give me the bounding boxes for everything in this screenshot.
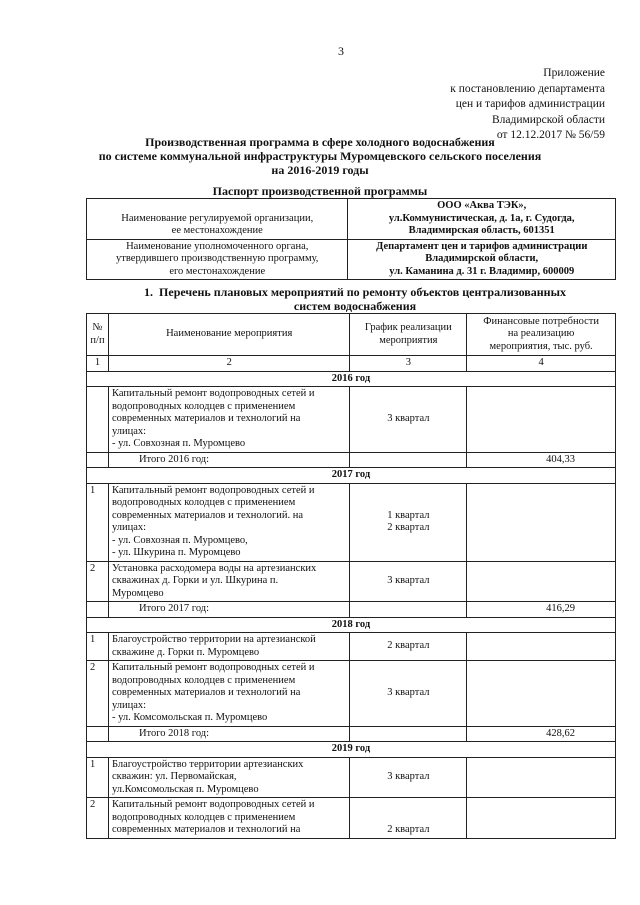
row-schedule: 2 квартал [350, 633, 467, 661]
year-title: 2017 год [87, 468, 616, 484]
row-finance [467, 798, 616, 839]
passport-row [87, 239, 616, 280]
total-value: 416,29 [467, 602, 616, 618]
table-row [87, 798, 616, 839]
header-schedule: График реализации мероприятия [350, 314, 467, 356]
section-heading [120, 285, 590, 313]
appendix-line: от 12.12.2017 № 56/59 [496, 129, 605, 141]
passport-row [87, 199, 616, 240]
row-schedule: 3 квартал [350, 661, 467, 727]
row-name: Капитальный ремонт водопроводных сетей и водопроводных колодцев с применением современных материалов и технологий на улицах: - ул. Совхозная п. Муромцево [108, 387, 349, 453]
total-value: 428,62 [467, 726, 616, 742]
appendix-line: цен и тарифов администрации [455, 98, 605, 110]
year-row [87, 468, 616, 484]
measures-table [86, 313, 616, 839]
table-row [87, 633, 616, 661]
passport-value: ООО «Аква ТЭК», ул.Коммунистическая, д. 1а, г. Судогда, Владимирская область, 601351 [348, 199, 616, 240]
row-num: 1 [87, 483, 109, 561]
passport-label: Наименование регулируемой организации, ее местонахождение [87, 199, 348, 240]
year-title: 2016 год [87, 371, 616, 387]
total-label: Итого 2016 год: [108, 452, 349, 468]
row-num: 1 [87, 757, 109, 798]
year-title: 2019 год [87, 742, 616, 758]
total-label: Итого 2017 год: [108, 602, 349, 618]
year-title: 2018 год [87, 617, 616, 633]
col-number: 4 [467, 356, 616, 372]
passport-table [86, 198, 616, 280]
year-row [87, 742, 616, 758]
total-label: Итого 2018 год: [108, 726, 349, 742]
row-num [87, 387, 109, 453]
row-name: Капитальный ремонт водопроводных сетей и водопроводных колодцев с применением современных материалов и технологий на улицах: - ул. Комсомольская п. Муромцево [108, 661, 349, 727]
col-number: 1 [87, 356, 109, 372]
passport-label: Наименование уполномоченного органа, утвердившего производственную программу, его местонахождение [87, 239, 348, 280]
header-name: Наименование мероприятия [108, 314, 349, 356]
row-schedule: 3 квартал [350, 561, 467, 602]
row-finance [467, 387, 616, 453]
table-row [87, 483, 616, 561]
title-line: на 2016-2019 годы [271, 163, 369, 177]
year-row [87, 617, 616, 633]
row-num: 2 [87, 798, 109, 839]
table-row [87, 757, 616, 798]
section-line: систем водоснабжения [293, 299, 417, 313]
year-row [87, 371, 616, 387]
row-finance [467, 661, 616, 727]
row-num: 2 [87, 661, 109, 727]
row-finance [467, 483, 616, 561]
section-line: Перечень плановых мероприятий по ремонту объектов централизованных [159, 285, 566, 299]
title-line: по системе коммунальной инфраструктуры Муромцевского сельского поселения [98, 149, 542, 163]
total-row [87, 726, 616, 742]
section-number: 1. [144, 285, 154, 299]
total-row [87, 452, 616, 468]
row-num: 2 [87, 561, 109, 602]
table-row [87, 561, 616, 602]
table-header-row [87, 314, 616, 356]
appendix-line: к постановлению департамента [450, 82, 605, 95]
row-schedule: 3 квартал [350, 757, 467, 798]
document-title [40, 135, 600, 177]
page-number: 3 [338, 44, 344, 58]
appendix-block [385, 66, 605, 144]
column-number-row [87, 356, 616, 372]
row-name: Благоустройство территории на артезианской скважине д. Горки п. Муромцево [108, 633, 349, 661]
header-finance: Финансовые потребности на реализацию мероприятия, тыс. руб. [467, 314, 616, 356]
row-schedule: 2 квартал [350, 798, 467, 839]
row-finance [467, 757, 616, 798]
total-row [87, 602, 616, 618]
row-schedule: 1 квартал 2 квартал [350, 483, 467, 561]
col-number: 2 [108, 356, 349, 372]
row-finance [467, 561, 616, 602]
table-row [87, 387, 616, 453]
row-num: 1 [87, 633, 109, 661]
row-schedule: 3 квартал [350, 387, 467, 453]
row-name: Установка расходомера воды на артезианских скважинах д. Горки и ул. Шкурина п. Муромцево [108, 561, 349, 602]
appendix-line: Владимирской области [491, 113, 605, 126]
row-name: Капитальный ремонт водопроводных сетей и водопроводных колодцев с применением современных материалов и технологий. на улицах: - ул. Совхозная п. Муромцево, - ул. Шкурина п. Муромцево [108, 483, 349, 561]
header-num: № п/п [87, 314, 109, 356]
passport-title: Паспорт производственной программы [212, 184, 428, 198]
row-name: Капитальный ремонт водопроводных сетей и водопроводных колодцев с применением современных материалов и технологий на [108, 798, 349, 839]
row-name: Благоустройство территории артезианских скважин: ул. Первомайская, ул.Комсомольская п. Муромцево [108, 757, 349, 798]
row-finance [467, 633, 616, 661]
appendix-line: Приложение [543, 67, 605, 79]
title-line: Производственная программа в сфере холодного водоснабжения [145, 135, 495, 149]
passport-value: Департамент цен и тарифов администрации Владимирской области, ул. Каманина д. 31 г. Владимир, 600009 [348, 239, 616, 280]
table-row [87, 661, 616, 727]
total-value: 404,33 [467, 452, 616, 468]
col-number: 3 [350, 356, 467, 372]
